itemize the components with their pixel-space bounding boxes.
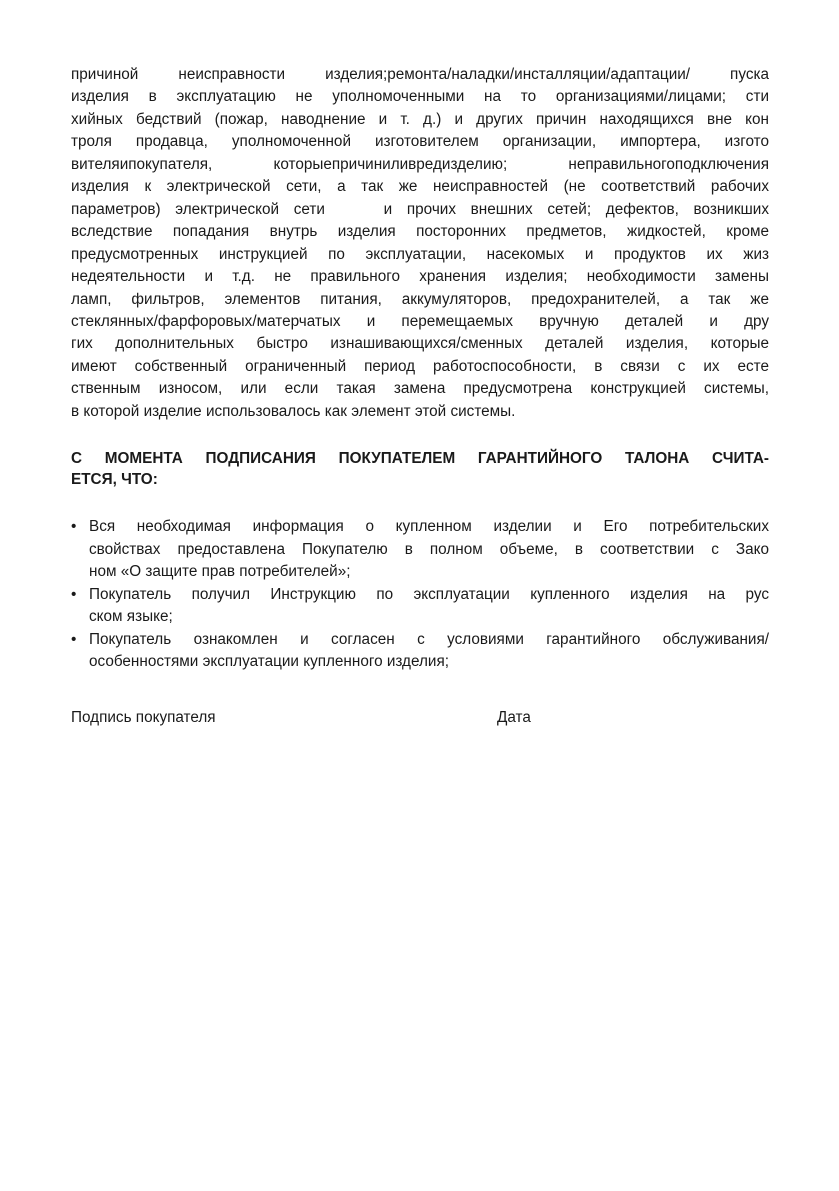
list-item-line: ском языке; <box>89 608 173 626</box>
paragraph-line: имеют собственный ограниченный период работоспособности, в связи с их есте <box>71 357 769 375</box>
bullet-icon: • <box>71 518 77 536</box>
section-heading <box>71 449 769 490</box>
paragraph-line: вследствие попадания внутрь изделия посторонних предметов, жидкостей, кроме <box>71 223 769 241</box>
list-item-line: ном «О защите прав потребителей»; <box>89 563 351 581</box>
list-item <box>71 629 769 674</box>
document-body <box>71 64 769 689</box>
paragraph-line: стеклянных/фарфоровых/матерчатых и перемещаемых вручную деталей и дру <box>71 312 769 330</box>
paragraph-line: изделия в эксплуатацию не уполномоченными на то организациями/лицами; сти <box>71 88 769 106</box>
paragraph-line: изделия к электрической сети, а так же неисправностей (не соответствий рабочих <box>71 178 769 196</box>
list-item-line: Покупатель получил Инструкцию по эксплуатации купленного изделия на рус <box>89 585 769 603</box>
paragraph-line: недеятельности и т.д. не правильного хранения изделия; необходимости замены <box>71 268 769 286</box>
bullet-icon: • <box>71 585 77 603</box>
paragraph-line: предусмотренных инструкцией по эксплуатации, насекомых и продуктов их жиз <box>71 245 769 263</box>
paragraph-line: в которой изделие использовалось как элемент этой системы. <box>71 402 516 420</box>
list-item-line: Вся необходимая информация о купленном изделии и Его потребительских <box>89 518 769 536</box>
paragraph-line: ственным износом, или если такая замена предусмотрена конструкцией системы, <box>71 380 769 398</box>
paragraph-line: вителяипокупателя, которыепричиниливредизделию; неправильногоподключения <box>71 155 769 173</box>
paragraph-line: троля продавца, уполномоченной изготовителем организации, импортера, изгото <box>71 133 769 151</box>
buyer-signature-label: Подпись покупателя <box>71 709 216 726</box>
list-item-line: свойствах предоставлена Покупателю в полном объеме, в соответствии с Зако <box>89 540 769 558</box>
warranty-exclusions-paragraph <box>71 64 769 423</box>
acknowledgement-list <box>71 516 769 673</box>
list-item-line: Покупатель ознакомлен и согласен с условиями гарантийного обслуживания/ <box>89 630 769 648</box>
heading-line: ЕТСЯ, ЧТО: <box>71 470 158 488</box>
list-item <box>71 584 769 629</box>
paragraph-line: хийных бедствий (пожар, наводнение и т. д.) и других причин находящихся вне кон <box>71 110 769 128</box>
date-label: Дата <box>497 709 531 726</box>
signature-row <box>71 707 769 729</box>
paragraph-line: гих дополнительных быстро изнашивающихся/сменных деталей изделия, которые <box>71 335 769 353</box>
bullet-icon: • <box>71 630 77 648</box>
paragraph-line: ламп, фильтров, элементов питания, аккумуляторов, предохранителей, а так же <box>71 290 769 308</box>
paragraph-line: параметров) электрической сети и прочих внешних сетей; дефектов, возникших <box>71 200 769 218</box>
list-item <box>71 516 769 583</box>
list-item-line: особенностями эксплуатации купленного изделия; <box>89 652 449 670</box>
paragraph-line: причиной неисправности изделия;ремонта/наладки/инсталляции/адаптации/ пуска <box>71 66 769 83</box>
heading-line: С МОМЕНТА ПОДПИСАНИЯ ПОКУПАТЕЛЕМ ГАРАНТИЙНОГО ТАЛОНА СЧИТА- <box>71 450 769 468</box>
